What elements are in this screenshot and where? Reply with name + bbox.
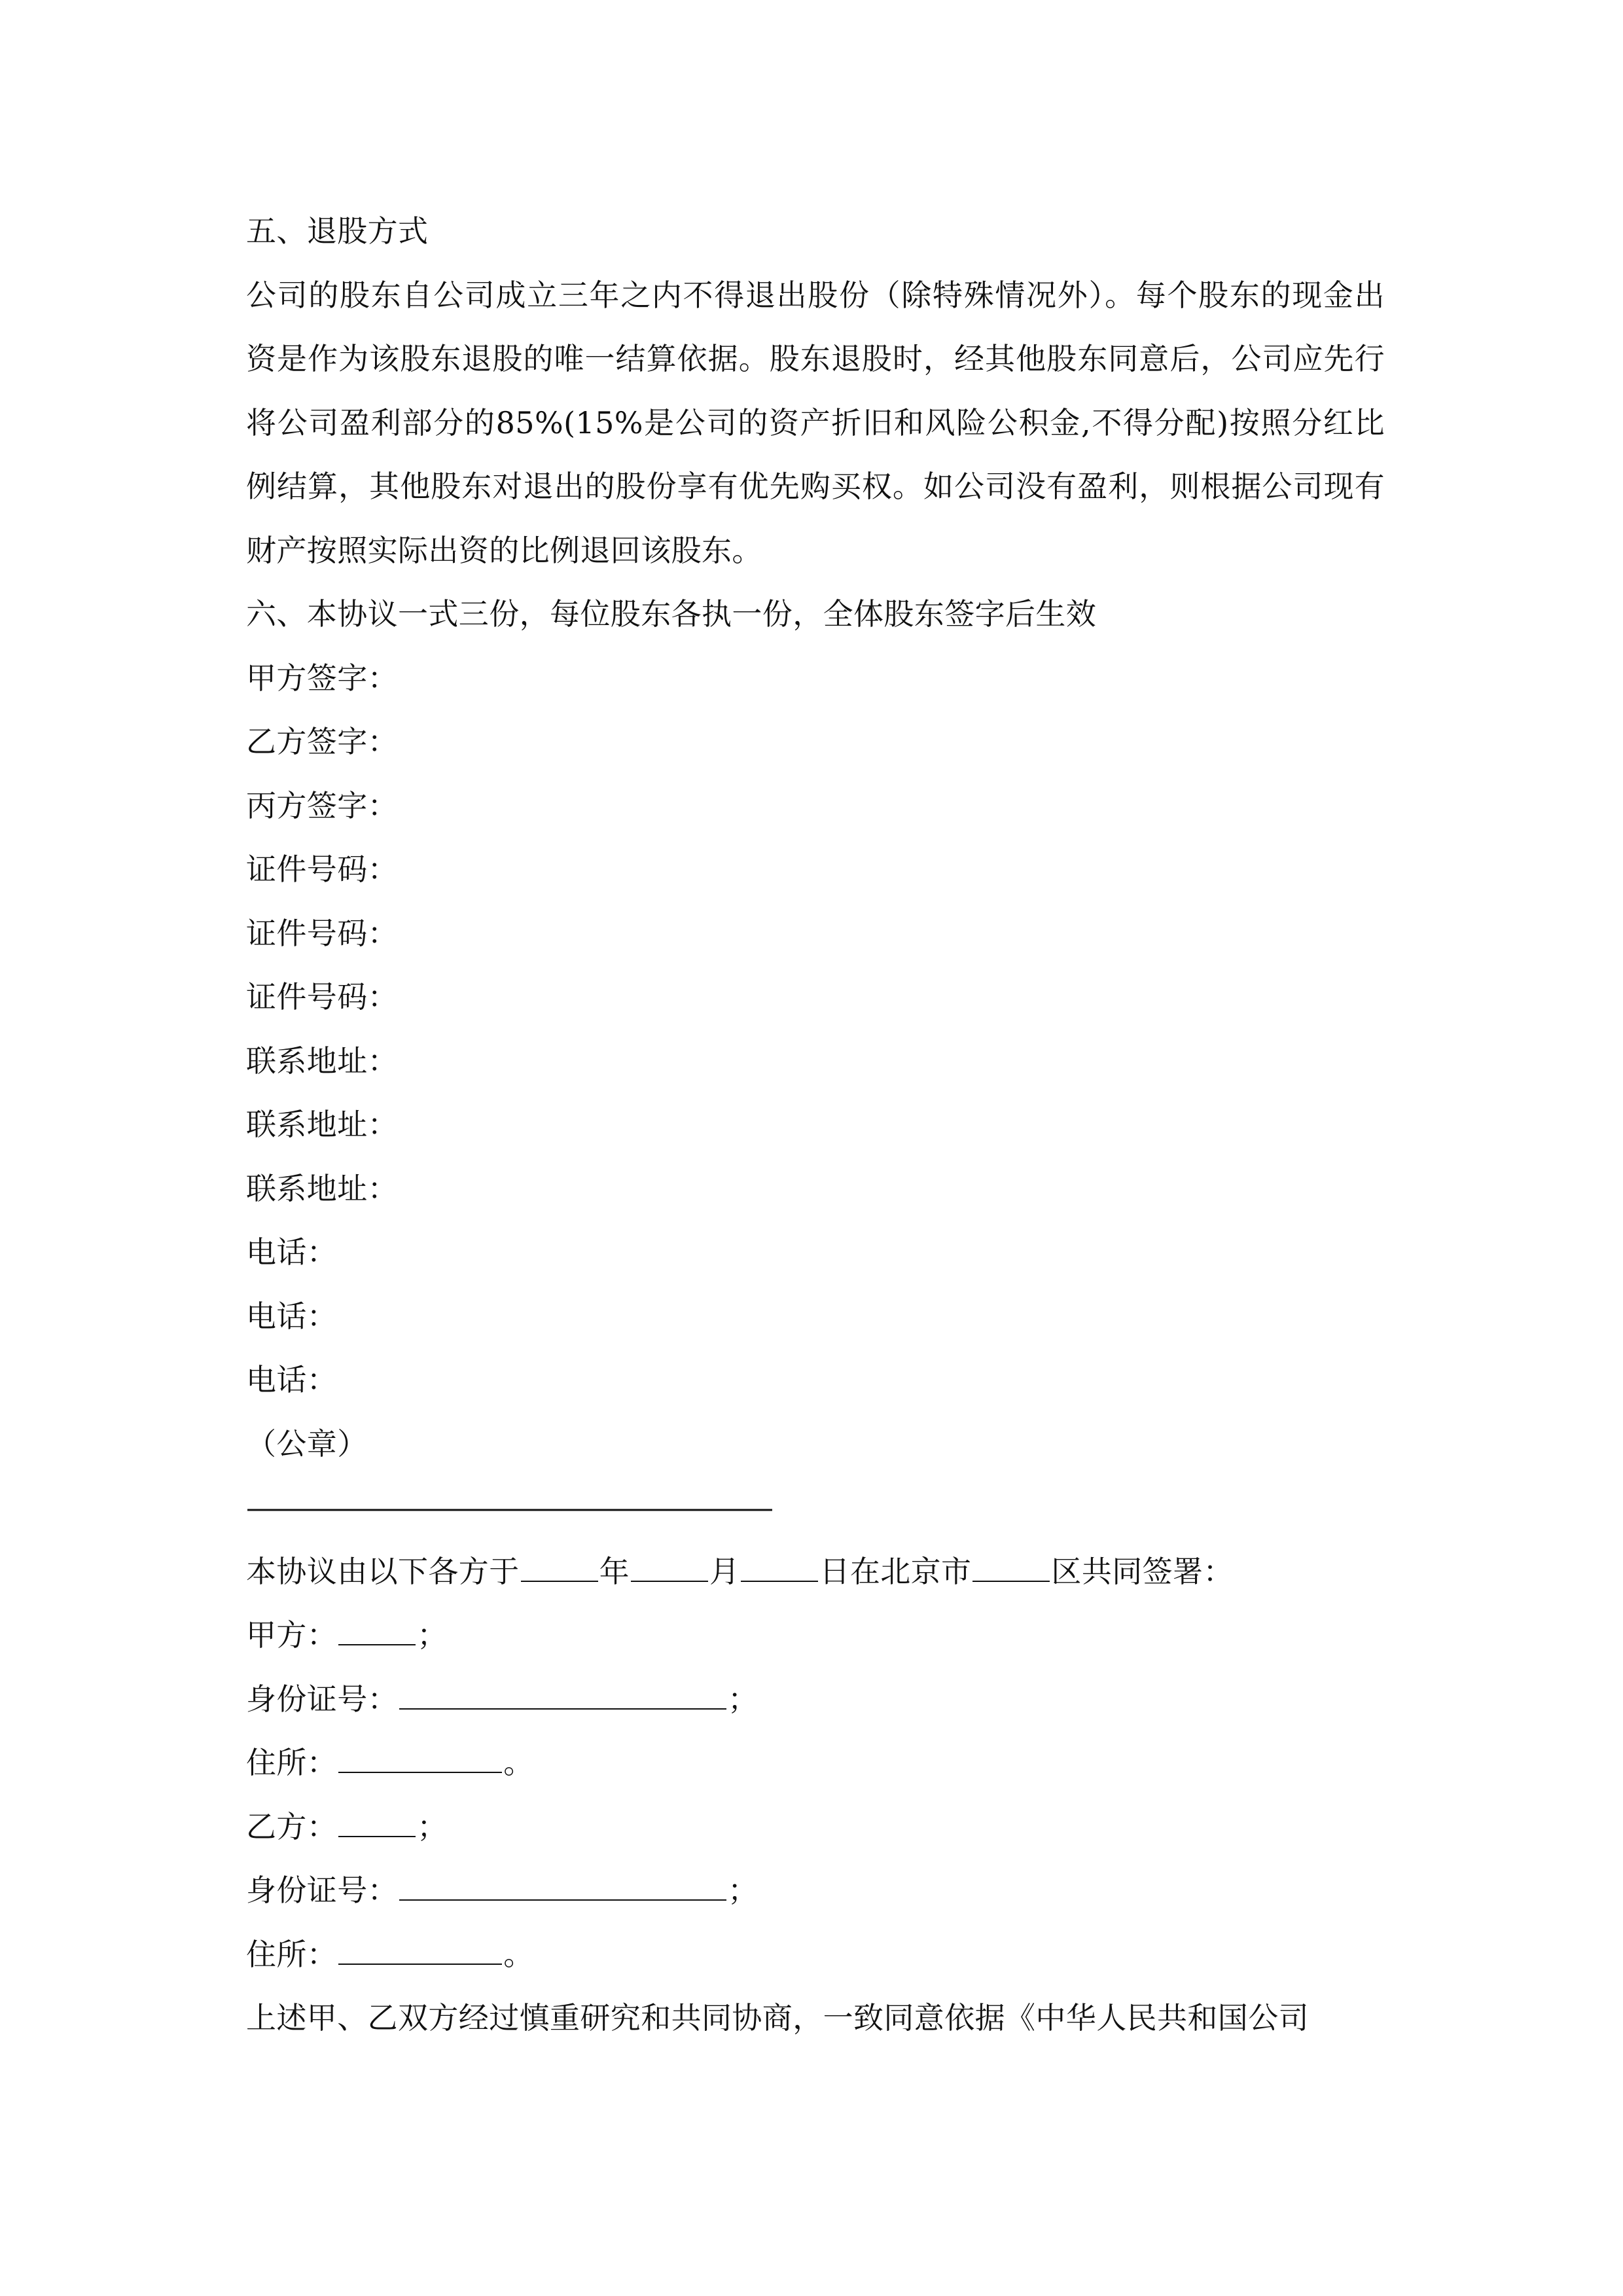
closing-line: 上述甲、乙双方经过慎重研究和共同协商，一致同意依据《中华人民共和国公司 xyxy=(246,2000,1309,2036)
year-blank xyxy=(521,1554,598,1582)
party-c-signature-label: 丙方签字： xyxy=(246,787,398,823)
day-blank xyxy=(741,1554,818,1582)
party-b-blank xyxy=(338,1810,416,1837)
party-b-signature-label: 乙方签字： xyxy=(246,724,398,759)
id-number-label: 证件号码： xyxy=(246,852,398,887)
id-number-label: 证件号码： xyxy=(246,979,398,1014)
party-a-signature-label: 甲方签字： xyxy=(246,660,398,696)
party-a-blank xyxy=(338,1618,416,1645)
section5-title: 五、退股方式 xyxy=(246,213,429,249)
party-a-label: 甲方： xyxy=(246,1617,338,1653)
signing-statement xyxy=(246,1540,1385,1604)
section6-title: 六、本协议一式三份，每位股东各执一份，全体股东签字后生效 xyxy=(246,596,1097,632)
party-a-id-blank xyxy=(399,1682,726,1710)
month-blank xyxy=(631,1554,708,1582)
party-a-address-end: 。 xyxy=(503,1745,534,1780)
party-b-address-end: 。 xyxy=(503,1936,534,1972)
party-a-address-blank xyxy=(338,1746,502,1773)
phone-label: 电话： xyxy=(246,1362,338,1397)
party-b-address-label: 住所： xyxy=(246,1936,338,1972)
party-a-address-line xyxy=(246,1731,1385,1795)
signing-statement-intro: 本协议由以下各方于 xyxy=(246,1553,520,1589)
contact-address-label: 联系地址： xyxy=(246,1107,398,1142)
document-content xyxy=(246,200,1385,2051)
district-blank xyxy=(972,1554,1050,1582)
id-number-label: 证件号码： xyxy=(246,915,398,951)
party-b-end: ； xyxy=(417,1808,448,1844)
party-b-id-blank xyxy=(399,1873,726,1901)
party-b-address-blank xyxy=(338,1937,502,1965)
party-a-line xyxy=(246,1604,1385,1668)
month-label: 月 xyxy=(709,1553,740,1589)
phone-label: 电话： xyxy=(246,1234,338,1270)
party-a-end: ； xyxy=(417,1617,448,1653)
party-a-id-line xyxy=(246,1668,1385,1732)
party-a-id-end: ； xyxy=(728,1681,758,1717)
party-b-id-line xyxy=(246,1859,1385,1923)
party-b-id-end: ； xyxy=(728,1873,758,1908)
day-place-label: 日在北京市 xyxy=(819,1553,972,1589)
seal-label: （公章） xyxy=(246,1426,368,1462)
section5-body: 公司的股东自公司成立三年之内不得退出股份（除特殊情况外）。每个股东的现金出资是作为该股东退股的唯一结算依据。股东退股时，经其他股东同意后，公司应先行将公司盈利部分的85%(15%是公司的资产折旧和风险公积金,不得分配)按照分红比例结算，其他股东对退出的股份享有优先购买权。如公司没有盈利，则根据公司现有财产按照实际出资的比例退回该股东。 xyxy=(246,277,1385,568)
party-a-address-label: 住所： xyxy=(246,1745,338,1780)
party-b-address-line xyxy=(246,1923,1385,1987)
district-label: 区共同签署： xyxy=(1051,1553,1234,1589)
year-label: 年 xyxy=(599,1553,630,1589)
phone-label: 电话： xyxy=(246,1298,338,1334)
party-b-line xyxy=(246,1795,1385,1859)
contact-address-label: 联系地址： xyxy=(246,1043,398,1079)
party-b-id-label: 身份证号： xyxy=(246,1873,398,1908)
contact-address-label: 联系地址： xyxy=(246,1170,398,1206)
party-a-id-label: 身份证号： xyxy=(246,1681,398,1717)
party-b-label: 乙方： xyxy=(246,1808,338,1844)
separator-line: ———————————————————— xyxy=(246,1490,770,1525)
